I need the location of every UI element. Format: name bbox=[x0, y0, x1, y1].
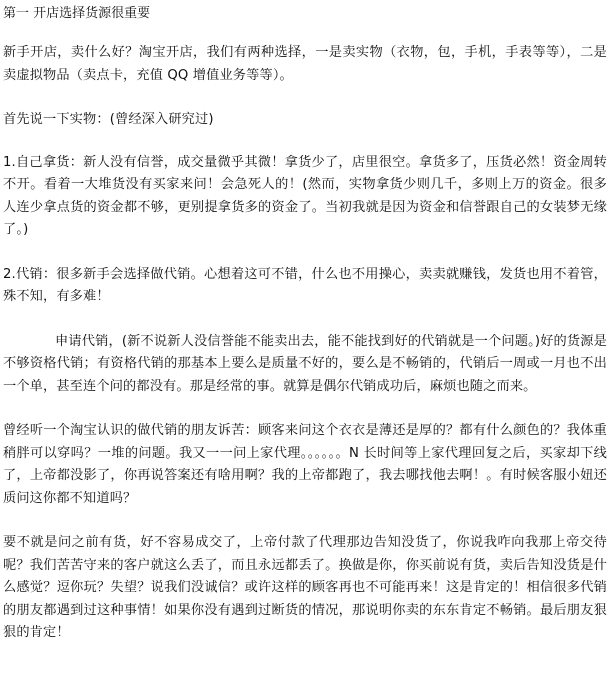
paragraph-physical-goods-heading: 首先说一下实物：(曾经深入研究过) bbox=[3, 112, 214, 127]
section-title: 第一 开店选择货源很重要 bbox=[3, 6, 151, 21]
paragraph-friend-complaint: 曾经听一个淘宝认识的做代销的朋友诉苦：顾客来问这个衣衣是薄还是厚的？都有什么颜色的？我体重稍胖可以穿吗？一堆的问题。我又一一问上家代理。。。。。。N 长时间等上家代理回复之后，买家却下线了，上帝都没影了，你再说答案还有啥用啊？我的上帝都跑了，我去哪找他去啊！。有时候客服小妞还质问这你都不知道吗？ bbox=[3, 423, 607, 506]
paragraph-intro: 新手开店，卖什么好？淘宝开店，我们有两种选择，一是卖实物（衣物，包，手机，手表等等），二是卖虚拟物品（卖点卡，充值 QQ 增值业务等等）。 bbox=[3, 45, 607, 83]
paragraph-self-stock: 1.自己拿货：新人没有信誉，成交量微乎其微！拿货少了，店里很空。拿货多了，压货必然！资金周转不开。看着一大堆货没有买家来问！会急死人的！(然而，实物拿货少则几千，多则上万的资金。很多人连少拿点货的资金都不够，更别提拿货多的资金了。当初我就是因为资金和信誉跟自己的女装梦无缘了。) bbox=[3, 154, 607, 237]
paragraph-dropship: 2.代销：很多新手会选择做代销。心想着这可不错，什么也不用操心，卖卖就赚钱，发货也用不着管，殊不知，有多难！ bbox=[3, 266, 607, 304]
paragraph-out-of-stock: 要不就是问之前有货，好不容易成交了，上帝付款了代理那边告知没货了，你说我咋向我那上帝交待呢？我们苦苦守来的客户就这么丢了，而且永远都丢了。换做是你，你买前说有货，卖后告知没货是什么感觉？逗你玩？失望？说我们没诚信？或许这样的顾客再也不可能再来！这是肯定的！相信很多代销的朋友都遇到过这种事情！如果你没有遇到过断货的情况，那说明你卖的东东肯定不畅销。最后朋友狠狠的肯定！ bbox=[3, 535, 607, 640]
paragraph-apply-dropship: 申请代销，(新不说新人没信誉能不能卖出去，能不能找到好的代销就是一个问题。)好的货源是不够资格代销；有资格代销的那基本上要么是质量不好的，要么是不畅销的，代销后一周或一月也不出一个单，甚至连个问的都没有。那是经常的事。就算是偶尔代销成功后，麻烦也随之而来。 bbox=[3, 333, 607, 394]
